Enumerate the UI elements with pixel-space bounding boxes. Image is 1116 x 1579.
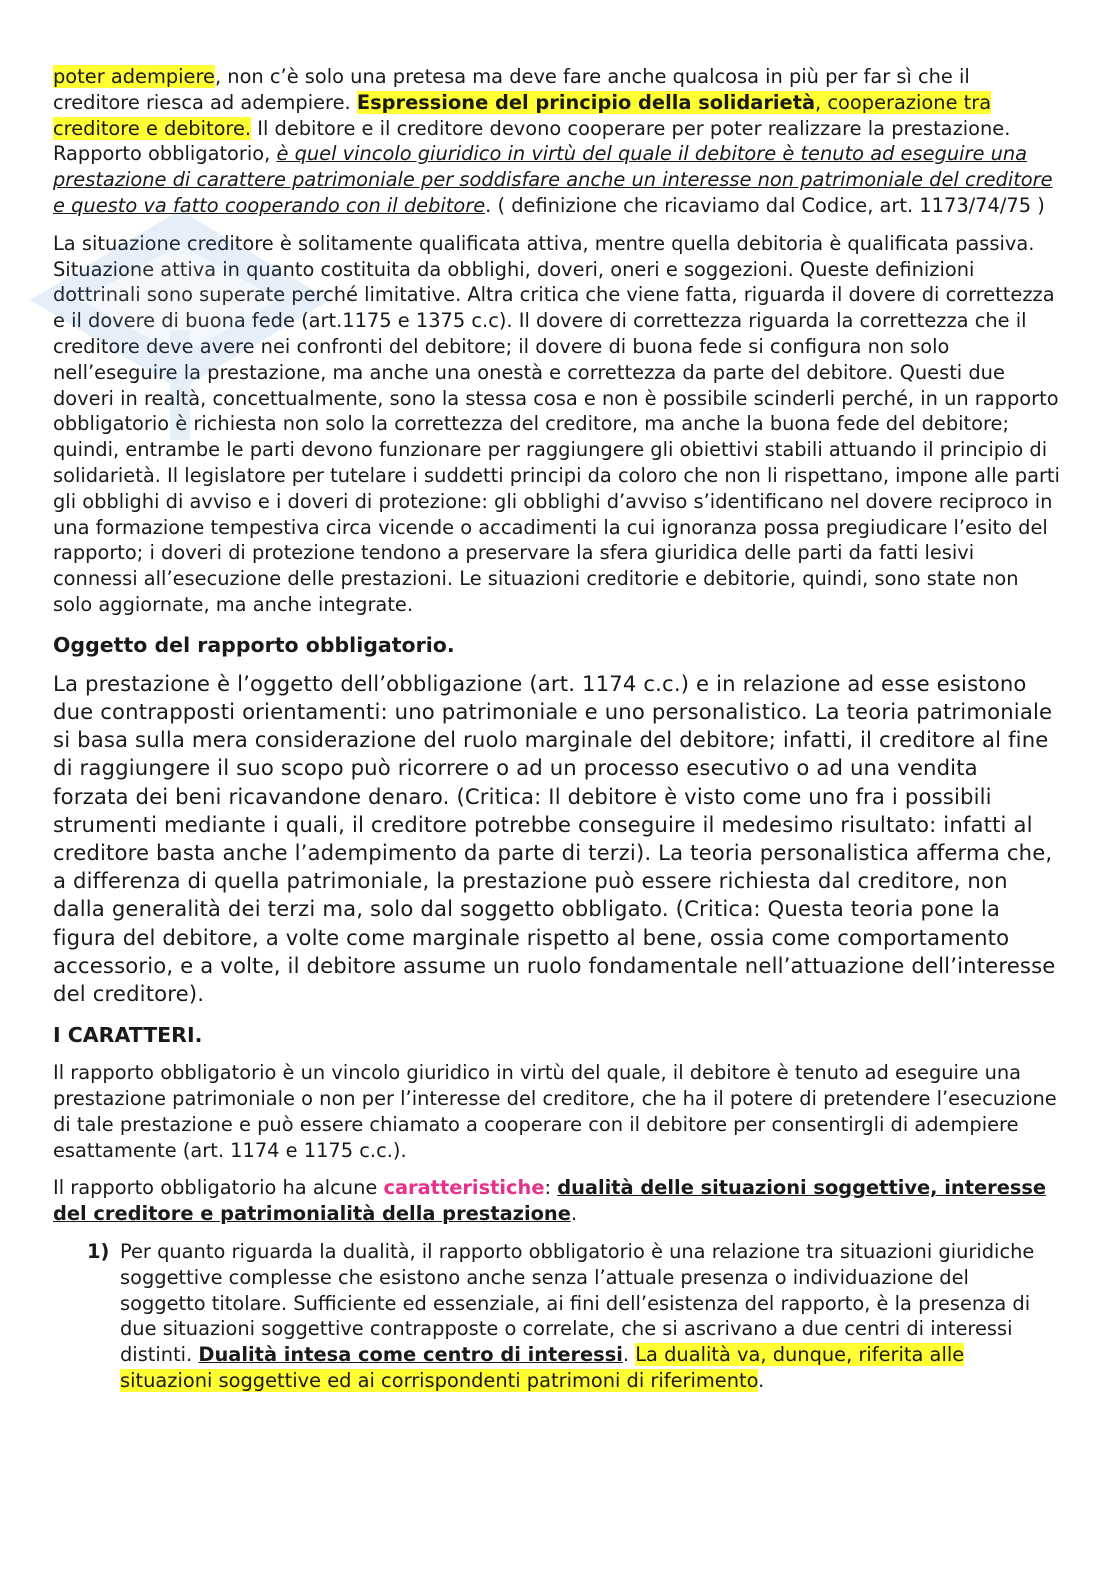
- keyword-caratteristiche: caratteristiche: [383, 1176, 545, 1200]
- paragraph-situazione-creditore: La situazione creditore è solitamente qualificata attiva, mentre quella debitoria è qualificata passiva. Situazione attiva in quanto costituita da obblighi, doveri, oneri e soggezioni. Queste definizioni dottrinali sono superate perché limitative. Altra critica che viene fatta, riguarda il dovere di correttezza e il dovere di buona fede (art.1175 e 1375 c.c). Il dovere di correttezza riguarda la correttezza che il creditore deve avere nei confronti del debitore; il dovere di buona fede si configura non solo nell’eseguire la prestazione, ma anche una onestà e correttezza da parte del debitore. Questi due doveri in realtà, concettualmente, sono la stessa cosa e non è possibile scinderli perché, in un rapporto obbligatorio è richiesta non solo la correttezza del creditore, ma anche la buona fede del debitore; quindi, entrambe le parti devono funzionare per raggiungere gli obiettivi stabili attuando il principio di solidarietà. Il legislatore per tutelare i suddetti principi da coloro che non li rispettano, impone alle parti gli obblighi di avviso e i doveri di protezione: gli obblighi d’avviso s’identificano nel dovere reciproco in una formazione tempestiva circa vicende o accadimenti la cui ignoranza possa pregiudicare l’esito del rapporto; i doveri di protezione tendono a preservare la sfera giuridica delle parti da fatti lesivi connessi all’esecuzione delle prestazioni. Le situazioni creditorie e debitorie, quindi, sono state non solo aggiornate, ma anche integrate.: [53, 231, 1060, 616]
- text-run: , non c’è solo una pretesa ma deve fare anche qualcosa in più per far sì che il creditore riesca ad adempiere.: [53, 65, 970, 114]
- text-run: Il rapporto obbligatorio ha alcune: [53, 1176, 384, 1200]
- paragraph-caratteristiche: [53, 1175, 1060, 1227]
- highlight-principio-solidarieta: Espressione del principio della solidarietà: [356, 90, 816, 114]
- text-run: .: [758, 1368, 765, 1392]
- paragraph-prestazione: La prestazione è l’oggetto dell’obbligazione (art. 1174 c.c.) e in relazione ad esse esistono due contrapposti orientamenti: uno patrimoniale e uno personalistico. La teoria patrimoniale si basa sulla mera considerazione del ruolo marginale del debitore; infatti, il creditore al fine di raggiungere il suo scopo può ricorrere o ad un processo esecutivo o ad una vendita forzata dei beni ricavandone denaro. (Critica: Il debitore è visto come uno fra i possibili strumenti mediante i quali, il creditore potrebbe conseguire il medesimo risultato: infatti al creditore basta anche l’adempimento da parte di terzi). La teoria personalistica afferma che, a differenza di quella patrimoniale, la prestazione può essere richiesta dal creditore, non dalla generalità dei terzi ma, solo dal soggetto obbligato. (Critica: Questa teoria pone la figura del debitore, a volte come marginale rispetto al bene, ossia come comportamento accessorio, e a volte, il debitore assume un ruolo fondamentale nell’attuazione dell’interesse del creditore).: [53, 670, 1056, 1006]
- text-run: .: [570, 1202, 578, 1226]
- text-run: Il debitore e il creditore devono cooperare per poter realizzare la prestazione. Rapporto obbligatorio,: [53, 116, 1011, 166]
- definition-italic: è quel vincolo giuridico in virtù del quale il debitore è tenuto ad eseguire una prestazione di carattere patrimoniale per soddisfare anche un interesse non patrimoniale del creditore e questo va fatto cooperando con il debitore: [53, 142, 1053, 217]
- list-number: 1): [87, 1239, 110, 1263]
- highlight-cooperazione: , cooperazione tra creditore e debitore.: [53, 90, 992, 140]
- highlight-poter-adempiere: poter adempiere: [53, 65, 215, 88]
- list-item: [53, 1239, 1060, 1394]
- caratteristiche-list-underlined: dualità delle situazioni soggettive, interesse del creditore e patrimonialità della prestazione: [53, 1176, 1047, 1226]
- heading-caratteri: I CARATTERI.: [53, 1023, 203, 1048]
- dualita-centro-interessi: Dualità intesa come centro di interessi: [198, 1343, 623, 1367]
- text-run: :: [544, 1176, 558, 1200]
- text-run: Per quanto riguarda la dualità, il rapporto obbligatorio è una relazione tra situazioni giuridiche soggettive complesse che esistono anche senza l’attuale presenza o individuazione del soggetto titolare. Sufficiente ed essenziale, ai fini dell’esistenza del rapporto, è la presenza di due situazioni soggettive contrapposte o correlate, che si ascrivano a due centri di interessi distinti.: [120, 1239, 1035, 1367]
- heading-oggetto: Oggetto del rapporto obbligatorio.: [53, 632, 455, 657]
- text-run: .: [622, 1343, 636, 1367]
- paragraph-intro: [53, 64, 1060, 219]
- text-run: . ( definizione che ricaviamo dal Codice, art. 1173/74/75 ): [485, 193, 1045, 217]
- numbered-list: [53, 1239, 1060, 1394]
- paragraph-rapporto-obbligatorio: Il rapporto obbligatorio è un vincolo giuridico in virtù del quale, il debitore è tenuto ad eseguire una prestazione patrimoniale o non per l’interesse del creditore, che ha il potere di pretendere l’esecuzione di tale prestazione e può essere chiamato a cooperare con il debitore per consentirgli di adempiere esattamente (art. 1174 e 1175 c.c.).: [53, 1061, 1057, 1162]
- highlight-dualita-riferita: La dualità va, dunque, riferita alle situazioni soggettive ed ai corrispondenti patrimoni di riferimento: [120, 1343, 965, 1392]
